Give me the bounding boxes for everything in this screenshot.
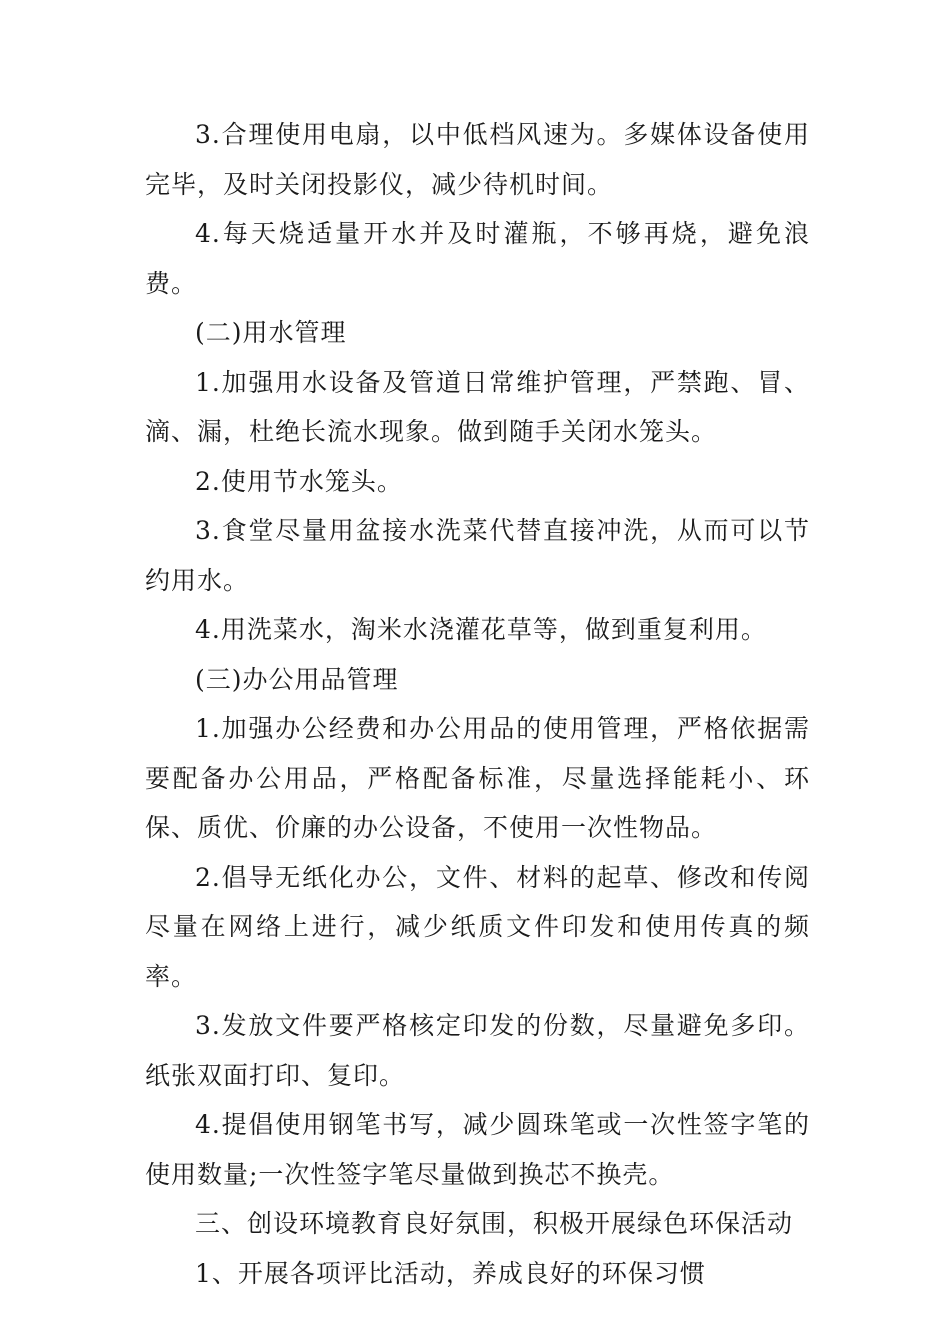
paragraph-water-maintenance: 1.加强用水设备及管道日常维护管理，严禁跑、冒、滴、漏，杜绝长流水现象。做到随手关闭水笼头。 — [145, 367, 810, 446]
paragraph-office-funds: 1.加强办公经费和办公用品的使用管理，严格依据需要配备办公用品，严格配备标准，尽量选择能耗小、环保、质优、价廉的办公设备，不使用一次性物品。 — [145, 714, 810, 842]
section-heading-green-activities: 三、创设环境教育良好氛围，积极开展绿色环保活动 — [195, 1209, 794, 1238]
paragraph-canteen-washing: 3.食堂尽量用盆接水洗菜代替直接冲洗，从而可以节约用水。 — [145, 516, 810, 595]
paragraph-evaluation-activities: 1、开展各项评比活动，养成良好的环保习惯 — [195, 1258, 706, 1288]
paragraph-boil-water: 4.每天烧适量开水并及时灌瓶，不够再烧，避免浪费。 — [145, 219, 810, 298]
paragraph-water-saving-tap: 2.使用节水笼头。 — [195, 466, 403, 496]
paragraph-electric-fan: 3.合理使用电扇，以中低档风速为。多媒体设备使用完毕，及时关闭投影仪，减少待机时间。 — [145, 120, 810, 199]
paragraph-reuse-water: 4.用洗菜水，淘米水浇灌花草等，做到重复利用。 — [195, 615, 767, 644]
section-heading-office-supplies: (三)办公用品管理 — [195, 664, 399, 694]
paragraph-print-copies: 3.发放文件要严格核定印发的份数，尽量避免多印。纸张双面打印、复印。 — [145, 1011, 810, 1090]
section-heading-water-management: (二)用水管理 — [195, 318, 347, 347]
paragraph-paperless-office: 2.倡导无纸化办公，文件、材料的起草、修改和传阅尽量在网络上进行，减少纸质文件印发和使用传真的频率。 — [145, 862, 810, 991]
document-body — [145, 110, 810, 1298]
paragraph-pen-usage: 4.提倡使用钢笔书写，减少圆珠笔或一次性签字笔的使用数量;一次性签字笔尽量做到换芯不换壳。 — [145, 1110, 810, 1189]
